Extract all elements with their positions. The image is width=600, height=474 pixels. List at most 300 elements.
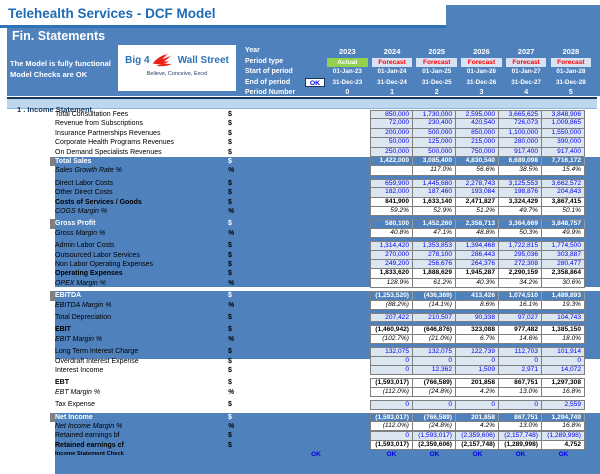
data-cell[interactable]: 726,073 xyxy=(499,119,542,128)
data-cell[interactable]: 2,278,743 xyxy=(456,179,499,188)
section-header xyxy=(7,97,597,114)
data-cell[interactable]: (24.8%) xyxy=(413,388,456,397)
unit-label: $ xyxy=(228,291,600,359)
data-cell[interactable]: 323,088 xyxy=(456,325,499,334)
check-status: OK xyxy=(515,451,526,459)
row-label: Net Income Margin % xyxy=(55,423,123,430)
period-row-label: Period type xyxy=(245,57,284,65)
data-cell[interactable]: 0 xyxy=(456,400,499,409)
data-cell[interactable]: 867,751 xyxy=(499,413,542,422)
unit-label: % xyxy=(228,335,235,343)
unit-label: $ xyxy=(228,198,232,206)
unit-label: $ xyxy=(228,251,232,259)
check-row-label: Income Statement Check xyxy=(55,451,124,458)
table-row xyxy=(0,388,600,397)
unit-label: $ xyxy=(228,189,232,197)
data-cell[interactable]: (1,593,017) xyxy=(413,431,456,440)
data-cell[interactable]: 204,843 xyxy=(542,188,585,197)
data-cell[interactable]: 4.2% xyxy=(456,388,499,397)
start-of-period-cell[interactable]: 01-Jan-23 xyxy=(332,68,362,75)
model-checks-text: Model Checks are OK xyxy=(10,70,88,79)
unit-label: $ xyxy=(228,219,600,287)
data-cell[interactable]: 2,471,827 xyxy=(456,198,499,207)
data-cell[interactable]: 500,000 xyxy=(413,129,456,138)
data-cell[interactable]: 14,072 xyxy=(542,366,585,375)
unit-label: % xyxy=(228,301,235,309)
data-cell[interactable]: 1,445,680 xyxy=(413,179,456,188)
data-cell[interactable]: 420,540 xyxy=(456,119,499,128)
data-cell[interactable]: 61.2% xyxy=(413,279,456,288)
row-label: Net Income xyxy=(55,413,600,474)
data-cell[interactable]: 272,308 xyxy=(499,260,542,269)
data-cell[interactable]: 264,376 xyxy=(456,260,499,269)
data-cell[interactable]: 132,075 xyxy=(370,347,413,356)
table-row xyxy=(0,378,600,387)
sheet-subtitle: Fin. Statements xyxy=(12,29,106,43)
data-cell[interactable]: 19.3% xyxy=(542,301,585,310)
data-cell[interactable]: 256,676 xyxy=(413,260,456,269)
unit-label: % xyxy=(228,388,235,396)
row-label: Corporate Health Programs Revenues xyxy=(55,139,175,147)
data-cell[interactable]: 750,000 xyxy=(456,148,499,157)
data-cell[interactable]: 3,662,572 xyxy=(542,179,585,188)
page-title: Telehealth Services - DCF Model xyxy=(8,6,216,21)
data-cell[interactable]: (766,589) xyxy=(413,378,456,387)
row-label: EBITDA Margin % xyxy=(55,301,112,309)
data-cell[interactable]: 249,200 xyxy=(370,260,413,269)
year-header-cell[interactable]: 2024 xyxy=(383,47,401,56)
row-label: Interest Income xyxy=(55,367,104,374)
row-label: EBIT xyxy=(55,326,71,334)
check-status: OK xyxy=(558,451,569,459)
year-header-cell[interactable]: 2027 xyxy=(517,47,535,56)
data-cell[interactable]: 8.6% xyxy=(456,301,499,310)
data-cell[interactable]: 193,084 xyxy=(456,188,499,197)
unit-label: $ xyxy=(228,270,232,278)
data-cell[interactable]: 3,848,906 xyxy=(542,110,585,119)
data-cell[interactable]: 3,665,625 xyxy=(499,110,542,119)
table-row xyxy=(0,431,600,440)
data-cell[interactable]: 16.8% xyxy=(542,422,585,431)
data-cell[interactable]: 3,324,429 xyxy=(499,198,542,207)
data-cell[interactable]: 3,085,400 xyxy=(413,157,456,166)
data-cell[interactable]: 1,100,000 xyxy=(499,129,542,138)
data-cell[interactable]: 112,703 xyxy=(499,347,542,356)
data-cell[interactable]: 2,358,713 xyxy=(456,219,499,228)
data-cell[interactable]: 0 xyxy=(413,357,456,366)
logo-tagline: Believe, Conceive, Excel xyxy=(146,71,208,77)
data-cell[interactable]: 0 xyxy=(499,357,542,366)
start-of-period-cell[interactable]: 01-Jan-26 xyxy=(466,68,496,75)
data-cell[interactable]: 198,876 xyxy=(499,188,542,197)
year-header-cell[interactable]: 2023 xyxy=(339,47,356,56)
data-cell[interactable]: 2,559 xyxy=(542,400,585,409)
table-row xyxy=(0,301,600,310)
row-label: Non Labor Operating Expenses xyxy=(55,261,154,268)
row-label: Direct Labor Costs xyxy=(55,179,113,187)
data-cell[interactable]: 3,867,415 xyxy=(542,198,585,207)
period-number-cell[interactable]: 5 xyxy=(568,89,573,96)
data-cell[interactable]: 1,550,000 xyxy=(542,129,585,138)
data-cell[interactable]: 132,075 xyxy=(413,347,456,356)
period-row-label: Year xyxy=(245,47,260,54)
start-of-period-cell[interactable]: 01-Jan-24 xyxy=(377,68,407,75)
data-cell[interactable]: (2,359,606) xyxy=(456,431,499,440)
data-cell[interactable]: 210,507 xyxy=(413,313,456,322)
data-cell[interactable]: 659,900 xyxy=(370,179,413,188)
data-cell[interactable]: 390,000 xyxy=(542,138,585,147)
data-cell[interactable]: 34.2% xyxy=(499,279,542,288)
data-cell[interactable]: 12,362 xyxy=(413,366,456,375)
end-of-period-cell[interactable]: 31-Dec-28 xyxy=(555,78,586,86)
data-cell[interactable]: 850,000 xyxy=(456,129,499,138)
table-row xyxy=(0,188,600,197)
data-cell[interactable]: 50,000 xyxy=(370,138,413,147)
check-row xyxy=(0,450,600,459)
data-cell[interactable]: 1,353,853 xyxy=(413,241,456,250)
data-cell[interactable]: 2,595,000 xyxy=(456,110,499,119)
data-cell[interactable]: 278,100 xyxy=(413,251,456,260)
data-cell[interactable]: 18.0% xyxy=(542,335,585,344)
data-cell[interactable]: 867,751 xyxy=(499,378,542,387)
data-cell[interactable]: 4,830,540 xyxy=(456,157,499,166)
row-label: Total Depreciation xyxy=(55,314,112,321)
table-row xyxy=(0,279,600,288)
unit-label: $ xyxy=(228,348,232,356)
data-cell[interactable] xyxy=(370,166,413,175)
data-cell[interactable]: (646,876) xyxy=(413,325,456,334)
data-cell[interactable]: 125,000 xyxy=(413,138,456,147)
end-of-period-cell[interactable]: 31-Dec-27 xyxy=(511,78,542,86)
data-cell[interactable]: (2,359,606) xyxy=(413,441,456,450)
data-cell[interactable]: (766,589) xyxy=(413,413,456,422)
data-cell[interactable]: 52.9% xyxy=(413,207,456,216)
data-cell[interactable]: 3,125,553 xyxy=(499,179,542,188)
data-cell[interactable]: 1,509 xyxy=(456,366,499,375)
data-cell[interactable]: 122,739 xyxy=(456,347,499,356)
row-label: Gross Margin % xyxy=(55,229,106,237)
data-cell[interactable]: 413,426 xyxy=(456,291,499,300)
data-cell[interactable]: 1,633,140 xyxy=(413,198,456,207)
row-label: Sales Growth Rate % xyxy=(55,167,122,175)
data-cell[interactable]: (1,460,942) xyxy=(370,325,413,334)
row-label: OPEX Margin % xyxy=(55,279,106,287)
period-number-cell[interactable]: 3 xyxy=(479,89,484,96)
data-cell[interactable]: 50.1% xyxy=(542,207,585,216)
data-cell[interactable]: 3,364,669 xyxy=(499,219,542,228)
row-label: Long Term Interest Charge xyxy=(55,348,139,356)
period-row-label: Period Number xyxy=(245,89,296,96)
data-cell[interactable]: 6.7% xyxy=(456,335,499,344)
row-label: On Demand Specialists Revenues xyxy=(55,148,162,156)
row-label: Other Direct Costs xyxy=(55,189,113,197)
unit-label: $ xyxy=(228,179,232,187)
period-type-cell[interactable]: Forecast xyxy=(461,58,502,67)
data-cell[interactable]: 0 xyxy=(456,357,499,366)
row-label: Gross Profit xyxy=(55,219,600,287)
data-cell[interactable]: 0 xyxy=(499,400,542,409)
data-cell[interactable]: 128.9% xyxy=(370,279,413,288)
data-cell[interactable]: 280,000 xyxy=(499,138,542,147)
data-cell[interactable]: 49.7% xyxy=(499,207,542,216)
logo-text-left: Big 4 xyxy=(125,55,150,66)
table-row xyxy=(0,422,600,431)
table-row xyxy=(0,129,600,138)
logo xyxy=(118,45,236,91)
data-cell[interactable]: 6,689,098 xyxy=(499,157,542,166)
data-cell[interactable]: 201,858 xyxy=(456,378,499,387)
row-label: Retained earnings bf xyxy=(55,432,120,440)
unit-label: % xyxy=(228,229,235,237)
unit-label: $ xyxy=(228,314,232,321)
data-cell[interactable]: 1,385,150 xyxy=(542,325,585,334)
row-label: Costs of Services / Goods xyxy=(55,198,142,206)
data-cell[interactable]: 500,000 xyxy=(413,148,456,157)
data-cell[interactable]: 0 xyxy=(542,357,585,366)
unit-label: $ xyxy=(228,242,232,250)
data-cell[interactable]: 280,477 xyxy=(542,260,585,269)
data-cell[interactable]: 0 xyxy=(413,400,456,409)
row-label: COGS Margin % xyxy=(55,208,108,215)
row-label: Insurance Partnerships Revenues xyxy=(55,129,161,137)
check-status: OK xyxy=(311,451,321,459)
data-cell[interactable]: 4,752 xyxy=(542,441,585,450)
period-type-cell[interactable]: Forecast xyxy=(506,58,547,67)
data-cell[interactable]: 40.3% xyxy=(456,279,499,288)
row-label: EBT xyxy=(55,379,69,387)
data-cell[interactable]: 0 xyxy=(370,400,413,409)
row-label: Total Sales xyxy=(55,157,600,225)
data-cell[interactable]: 0 xyxy=(370,431,413,440)
table-row xyxy=(0,219,600,228)
data-cell[interactable]: 7,716,172 xyxy=(542,157,585,166)
data-cell[interactable]: 182,000 xyxy=(370,188,413,197)
data-cell[interactable]: 1,394,468 xyxy=(456,241,499,250)
data-cell[interactable]: 59.2% xyxy=(370,207,413,216)
table-row xyxy=(0,198,600,207)
data-cell[interactable]: 207,422 xyxy=(370,313,413,322)
data-cell[interactable]: 270,000 xyxy=(370,251,413,260)
table-row xyxy=(0,357,600,366)
year-header-cell[interactable]: 2026 xyxy=(473,47,490,56)
unit-label: % xyxy=(228,423,235,430)
data-cell[interactable]: 1,722,815 xyxy=(499,241,542,250)
unit-label: $ xyxy=(228,111,232,118)
data-cell[interactable]: 0 xyxy=(370,357,413,366)
section-title: 1 . Income Statement xyxy=(17,105,93,114)
data-cell[interactable]: 48.8% xyxy=(456,229,499,238)
data-cell[interactable]: 56.6% xyxy=(456,166,499,175)
end-of-period-cell[interactable]: 31-Dec-24 xyxy=(377,78,407,86)
row-label: Operating Expenses xyxy=(55,270,123,278)
data-cell[interactable]: 90,338 xyxy=(456,313,499,322)
data-cell[interactable]: 850,000 xyxy=(370,110,413,119)
data-cell[interactable]: (102.7%) xyxy=(370,335,413,344)
period-number-cell[interactable]: 1 xyxy=(390,89,394,96)
unit-label: $ xyxy=(228,120,232,128)
data-cell[interactable]: 917,400 xyxy=(499,148,542,157)
data-cell[interactable]: 1,489,893 xyxy=(542,291,585,300)
row-label: Overdraft Interest Expense xyxy=(55,357,139,365)
data-cell[interactable]: 72,000 xyxy=(370,119,413,128)
data-cell[interactable]: 0 xyxy=(370,366,413,375)
row-label: Retained earnings cf xyxy=(55,441,124,449)
data-cell[interactable]: 2,358,864 xyxy=(542,269,585,278)
data-cell[interactable]: 13.0% xyxy=(499,388,542,397)
data-cell[interactable]: 47.1% xyxy=(413,229,456,238)
data-cell[interactable]: (88.2%) xyxy=(370,301,413,310)
data-cell[interactable]: 200,000 xyxy=(370,129,413,138)
table-row xyxy=(0,241,600,250)
unit-label: $ xyxy=(228,157,600,225)
data-cell[interactable]: 1,833,620 xyxy=(370,269,413,278)
data-cell[interactable]: 104,743 xyxy=(542,313,585,322)
data-cell[interactable]: 38.5% xyxy=(499,166,542,175)
table-row xyxy=(0,325,600,334)
data-cell[interactable]: 580,100 xyxy=(370,219,413,228)
table-row xyxy=(0,291,600,300)
data-cell[interactable]: 117.0% xyxy=(413,166,456,175)
data-cell[interactable]: 1,774,500 xyxy=(542,241,585,250)
year-header-cell[interactable]: 2025 xyxy=(428,47,446,56)
period-row-label: End of period xyxy=(245,78,291,86)
unit-label: $ xyxy=(228,401,232,409)
start-of-period-cell[interactable]: 01-Jan-28 xyxy=(556,68,586,75)
unit-label: $ xyxy=(228,379,232,387)
data-cell[interactable]: 16.1% xyxy=(499,301,542,310)
end-of-period-cell[interactable]: 31-Dec-25 xyxy=(421,78,452,86)
data-cell[interactable]: 30.6% xyxy=(542,279,585,288)
row-label: EBITDA xyxy=(55,291,600,359)
data-cell[interactable]: 14.6% xyxy=(499,335,542,344)
model-status-text: The Model is fully functional xyxy=(10,59,111,68)
period-number-cell[interactable]: 2 xyxy=(434,89,439,96)
data-cell[interactable]: 1,294,749 xyxy=(542,413,585,422)
data-cell[interactable]: 50.3% xyxy=(499,229,542,238)
unit-label: % xyxy=(228,208,235,215)
data-cell[interactable]: 286,443 xyxy=(456,251,499,260)
row-label: Total Consultation Fees xyxy=(55,111,129,118)
unit-label: $ xyxy=(228,441,232,449)
data-cell[interactable]: 841,900 xyxy=(370,198,413,207)
period-type-cell[interactable]: Actual xyxy=(327,58,368,67)
table-row xyxy=(0,441,600,450)
table-row xyxy=(0,260,600,269)
data-cell[interactable]: (24.8%) xyxy=(413,422,456,431)
data-cell[interactable]: 40.8% xyxy=(370,229,413,238)
data-cell[interactable]: (112.0%) xyxy=(370,388,413,397)
data-cell[interactable]: (14.1%) xyxy=(413,301,456,310)
unit-label: $ xyxy=(228,326,232,334)
unit-label: % xyxy=(228,167,235,175)
year-header-cell[interactable]: 2028 xyxy=(562,47,580,56)
data-cell[interactable]: 977,482 xyxy=(499,325,542,334)
data-cell[interactable]: (1,253,520) xyxy=(370,291,413,300)
data-cell[interactable]: 97,027 xyxy=(499,313,542,322)
data-cell[interactable]: 303,887 xyxy=(542,251,585,260)
period-type-cell[interactable]: Forecast xyxy=(372,58,413,67)
unit-label: $ xyxy=(228,432,232,440)
data-cell[interactable]: 4.2% xyxy=(456,422,499,431)
data-cell[interactable]: 250,000 xyxy=(370,148,413,157)
end-of-period-check-badge: OK xyxy=(305,78,325,87)
data-cell[interactable]: 2,290,159 xyxy=(499,269,542,278)
check-status: OK xyxy=(472,451,483,459)
table-row xyxy=(0,110,600,119)
data-cell[interactable]: (21.0%) xyxy=(413,335,456,344)
data-cell[interactable]: 1,009,865 xyxy=(542,119,585,128)
data-cell[interactable]: (1,289,998) xyxy=(499,441,542,450)
start-of-period-cell[interactable]: 01-Jan-27 xyxy=(511,68,541,75)
end-of-period-cell[interactable]: 31-Dec-23 xyxy=(332,78,363,86)
data-cell[interactable]: 1,074,510 xyxy=(499,291,542,300)
data-cell[interactable]: (436,369) xyxy=(413,291,456,300)
row-label: Outsourced Labor Services xyxy=(55,251,140,259)
data-cell[interactable]: 230,400 xyxy=(413,119,456,128)
data-cell[interactable]: (1,593,017) xyxy=(370,378,413,387)
period-type-cell[interactable]: Forecast xyxy=(416,58,457,67)
unit-label: % xyxy=(228,279,235,287)
data-cell[interactable]: (1,593,017) xyxy=(370,413,413,422)
data-cell[interactable]: 295,036 xyxy=(499,251,542,260)
row-label: EBIT Margin % xyxy=(55,335,103,343)
table-row xyxy=(0,251,600,260)
data-cell[interactable]: (112.0%) xyxy=(370,422,413,431)
data-cell[interactable]: 13.0% xyxy=(499,422,542,431)
data-cell[interactable]: 1,730,000 xyxy=(413,110,456,119)
table-row xyxy=(0,138,600,147)
data-cell[interactable]: 201,858 xyxy=(456,413,499,422)
table-row xyxy=(0,207,600,216)
table-row xyxy=(0,313,600,322)
data-cell[interactable]: 187,460 xyxy=(413,188,456,197)
data-cell[interactable]: 1,297,308 xyxy=(542,378,585,387)
data-cell[interactable]: (2,157,748) xyxy=(499,431,542,440)
data-cell[interactable]: 101,914 xyxy=(542,347,585,356)
unit-label: $ xyxy=(228,357,232,365)
table-row xyxy=(0,413,600,422)
end-of-period-cell[interactable]: 31-Dec-26 xyxy=(466,78,497,86)
data-cell[interactable]: 1,452,260 xyxy=(413,219,456,228)
unit-label: $ xyxy=(228,139,232,147)
data-cell[interactable]: 1,314,420 xyxy=(370,241,413,250)
data-cell[interactable]: 1,422,000 xyxy=(370,157,413,166)
data-cell[interactable]: 49.9% xyxy=(542,229,585,238)
data-cell[interactable]: 15.4% xyxy=(542,166,585,175)
data-cell[interactable]: 1,888,629 xyxy=(413,269,456,278)
check-status: OK xyxy=(386,451,397,459)
data-cell[interactable]: 917,400 xyxy=(542,148,585,157)
data-cell[interactable]: 51.2% xyxy=(456,207,499,216)
table-row xyxy=(0,166,600,175)
data-cell[interactable]: 215,000 xyxy=(456,138,499,147)
table-row xyxy=(0,179,600,188)
data-cell[interactable]: (2,157,748) xyxy=(456,441,499,450)
data-cell[interactable]: 16.8% xyxy=(542,388,585,397)
data-cell[interactable]: 3,848,757 xyxy=(542,219,585,228)
data-cell[interactable]: 2,971 xyxy=(499,366,542,375)
period-number-cell[interactable]: 4 xyxy=(524,89,529,96)
data-cell[interactable]: (1,593,017) xyxy=(370,441,413,450)
period-type-cell[interactable]: Forecast xyxy=(551,58,592,67)
row-label: Revenue from Subscriptions xyxy=(55,120,143,128)
start-of-period-cell[interactable]: 01-Jan-25 xyxy=(422,68,452,75)
title-corner-block xyxy=(446,5,600,28)
unit-label: $ xyxy=(228,129,232,137)
period-number-cell[interactable]: 0 xyxy=(345,89,350,96)
data-cell[interactable]: (1,289,998) xyxy=(542,431,585,440)
data-cell[interactable]: 1,945,287 xyxy=(456,269,499,278)
